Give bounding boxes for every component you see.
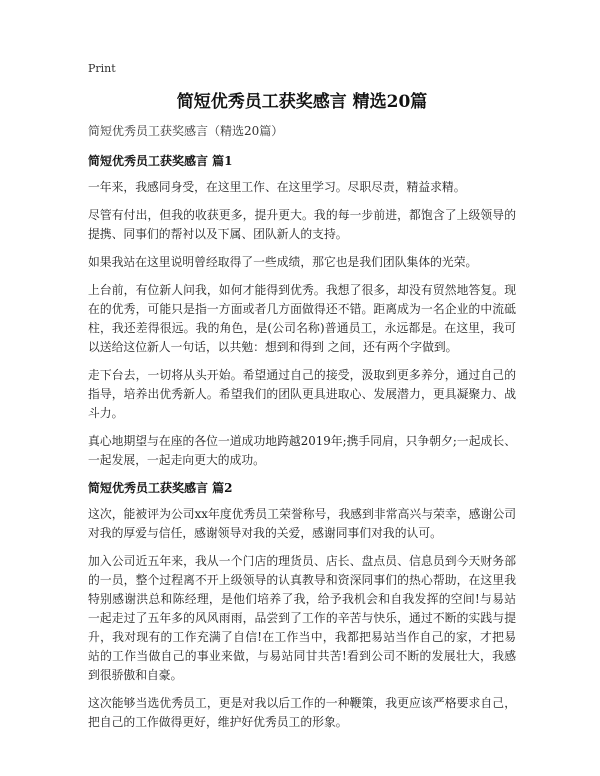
paragraph: 尽管有付出，但我的收获更多，提升更大。我的每一步前进，都饱含了上级领导的提携、同事们的帮衬以及下属、团队新人的支持。 <box>88 208 516 241</box>
paragraph: 这次，能被评为公司xx年度优秀员工荣誉称号，我感到非常高兴与荣幸，感谢公司对我的厚爱与信任，感谢领导对我的关爱，感谢同事们对我的认可。 <box>88 507 516 540</box>
paragraph: 一年来，我感同身受，在这里工作、在这里学习。尽职尽责，精益求精。 <box>88 180 466 194</box>
section-2 <box>88 479 516 732</box>
section-heading: 简短优秀员工获奖感言 篇1 <box>88 154 233 168</box>
paragraph: 这次能够当选优秀员工，更是对我以后工作的一种鞭策，我更应该严格要求自己，把自己的工作做得更好，维护好优秀员工的形象。 <box>88 696 516 729</box>
section-1 <box>88 152 516 470</box>
document-title: 简短优秀员工获奖感言 精选20篇 <box>176 92 428 112</box>
paragraph: 如果我站在这里说明曾经取得了一些成绩，那它也是我们团队集体的光荣。 <box>88 255 478 269</box>
document-subtitle: 简短优秀员工获奖感言（精选20篇） <box>88 124 284 138</box>
paragraph: 上台前，有位新人问我，如何才能得到优秀。我想了很多，却没有贸然地答复。现在的优秀，可能只是指一方面或者几方面做得还不错。距离成为一名企业的中流砥柱，我还差得很远。我的角色，是(公司名称)普通员工，永远都是。在这里，我可以送给这位新人一句话，以共勉：想到和得到 之间，还有两个字做到。 <box>88 283 516 354</box>
print-link[interactable]: Print <box>88 62 116 75</box>
paragraph: 走下台去，一切将从头开始。希望通过自己的接受，汲取到更多养分，通过自己的指导，培养出优秀新人。希望我们的团队更具进取心、发展潜力，更具凝聚力、战斗力。 <box>88 368 516 420</box>
paragraph: 真心地期望与在座的各位一道成功地跨越2019年;携手同肩，只争朝夕;一起成长、一起发展，一起走向更大的成功。 <box>88 434 516 467</box>
section-heading: 简短优秀员工获奖感言 篇2 <box>88 481 233 495</box>
paragraph: 加入公司近五年来，我从一个门店的理货员、店长、盘点员、信息员到今天财务部的一员，整个过程离不开上级领导的认真教导和资深同事们的热心帮助，在这里我特别感谢洪总和陈经理，是他们培养了我，给予我机会和自我发挥的空间!与易站一起走过了五年多的风风雨雨，品尝到了工作的辛苦与快乐，通过不断的实践与提升，我对现有的工作充满了自信!在工作当中，我都把易站当作自己的家，才把易站的工作当做自己的事业来做，与易站同甘共苦!看到公司不断的发展壮大，我感到很骄傲和自豪。 <box>88 554 516 682</box>
document-page <box>88 62 516 741</box>
